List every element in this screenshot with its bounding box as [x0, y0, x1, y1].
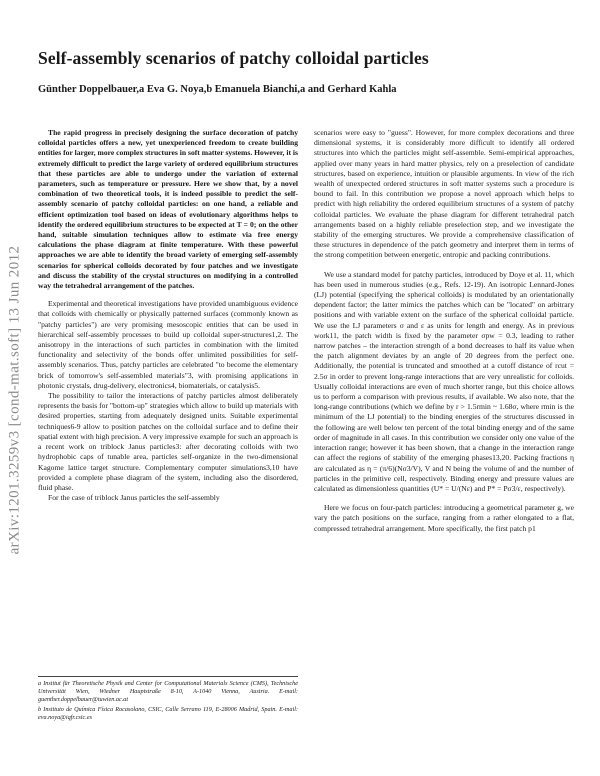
body-paragraph: scenarios were easy to "guess". However, for more complex decorations and three dimensional systems, it is considerably more difficult to identify all ordered structures into which the particles might self-assemble. Semi-empirical approaches, applied over many years in hard matter physics, rely on a preselection of candidate structures, based on experience, intuition or plausible arguments. In view of the rich wealth of unexpected ordered structures in soft matter systems such a procedure is bound to fail. In this contribution we propose a novel approach which helps to predict with high reliability the ordered equilibrium structures of a system of patchy colloidal particles. We evaluate the phase diagram for different tetrahedral patch arrangements based on a highly reliable preselection step, and we investigate the stability of the emerging structures. We provide a comprehensive classification of these structures in dependence of the patch geometry and interpret them in terms of the strong competition between energetic, entropic and packing contributions. [314, 128, 574, 260]
body-paragraph: For the case of triblock Janus particles the self-assembly [48, 493, 220, 503]
affiliation-footnotes [38, 676, 298, 723]
arxiv-sidebar [4, 150, 26, 650]
footnote-affiliation-a: a Institut für Theoretische Physik and Center for Computational Materials Science (CMS), Technische Universität Wien, Wiedner Hauptstraße 8-10, A-1040 Vienna, Austria. E-mail: guenther.doppelbauer@tuwien.ac.at [38, 680, 298, 704]
footnote-affiliation-b: b Instituto de Química Física Rocasolano, CSIC, Calle Serrano 119, E-28006 Madrid, Spain. E-mail: eva.noya@iqfr.csic.es [38, 705, 298, 721]
body-paragraph: Experimental and theoretical investigations have provided unambiguous evidence that colloids with chemically or physically patterned surfaces (commonly known as "patchy particles") are very promising mesoscopic entities that can be used in hierarchical self-assembly processes to build up colloidal super-structures1,2. The anisotropy in the interactions of such particles in combination with the limited functionality and selectivity of the bonds offer unlimited possibilities for self-assembly scenarios. Thus, patchy particles are celebrated "to become the elementary brick of tomorrow's self-assembled materials"3, with promising applications in photonic crystals, drug-delivery, electronics4, biomaterials, or catalysis5. [38, 299, 298, 390]
body-paragraph: Here we focus on four-patch particles: introducing a geometrical parameter g, we vary the patch positions on the surface, ranging from a rather elongated to a flat, compressed tetrahedral arrangement. More specifically, the first patch p1 [314, 503, 574, 533]
arxiv-identifier: arXiv:1201.3259v3 [cond-mat.soft] 13 Jun 2012 [6, 245, 23, 555]
paper-title: Self-assembly scenarios of patchy colloidal particles [38, 48, 429, 68]
abstract: The rapid progress in precisely designing the surface decoration of patchy colloidal particles offers a new, yet unexperienced freedom to create building entities for larger, more complex structures in soft matter systems. However, it is extremely difficult to predict the large variety of ordered equilibrium structures that these particles are able to undergo under the variation of external parameters, such as temperature or pressure. Here we show that, by a novel combination of two theoretical tools, it is indeed possible to predict the self-assembly scenario of patchy colloidal particles: on one hand, a reliable and efficient optimization tool based on ideas of evolutionary algorithms helps to identify the ordered equilibrium structures to be expected at T = 0; on the other hand, suitable simulation techniques allow to estimate via free energy calculations the phase diagram at finite temperature. With these powerful approaches we are able to identify the broad variety of emerging self-assembly scenarios for spherical colloids decorated by four patches and we investigate and discuss the stability of the crystal structures on modifying in a controlled way the tetrahedral arrangement of the patches. [38, 128, 298, 291]
author-list: Günther Doppelbauer,a Eva G. Noya,b Emanuela Bianchi,a and Gerhard Kahla [38, 84, 397, 95]
body-paragraph: The possibility to tailor the interactions of patchy particles almost deliberately represents the basis for "bottom-up" strategies which allow to build up materials with desired properties, starting from adequately designed units. Suitable experimental techniques6-9 allow to position patches on the colloidal surface and to define their spatial extent with high precision. A very impressive example for such an approach is a recent work on triblock Janus particles3: after decorating colloids with two hydrophobic caps of tunable area, particles self-organize in the two-dimensional Kagome lattice target structure. Complementary computer simulations3,10 have provided a complete phase diagram of the system, including also the disordered, fluid phase. [38, 391, 298, 492]
body-paragraph: We use a standard model for patchy particles, introduced by Doye et al. 11, which has been used in numerous studies (e.g., Refs. 12-19). An isotropic Lennard-Jones (LJ) potential (specifying the spherical colloids) is modulated by an orientationally dependent factor; the latter mimics the patches which can be "located" on arbitrary positions and with variable extent on the surface of the spherical colloidal particle. We use the LJ parameters σ and ε as units for length and energy. As in previous work11, the patch width is fixed by the parameter σpw = 0.3, leading to rather narrow patches – the interaction strength of a bond decreases to half its value when the patch alignment deviates by an angle of 20 degrees from the perfect one. Additionally, the potential is truncated and smoothed at a cutoff distance of rcut = 2.5σ in order to prevent long-range interactions that are very unrealistic for colloids. Usually colloidal interactions are even of much shorter range, but this choice allows us to perform a comparison with previous results, if available. We also note, that the long-range contributions (which we define by r > 1.5rmin ~ 1.68σ, where rmin is the minimum of the LJ potential) to the binding energies of the structures discussed in the following are well below ten percent of the total binding energy and of the same order of magnitude in all cases. In this contribution we consider only one value of the interaction range; however it has been shown, that a change in the interaction range can affect the regions of stability of the emerging phases13,20. Packing fractions η are calculated as η = (π/6)(Nσ3/V), V and N being the volume of and the number of particles in the primitive cell, respectively. Binding energy and pressure values are calculated as dimensionless quantities (U* = U/(Nε) and P* = Pσ3/ε, respectively). [314, 269, 574, 493]
left-column [38, 128, 298, 503]
right-column [314, 128, 574, 534]
